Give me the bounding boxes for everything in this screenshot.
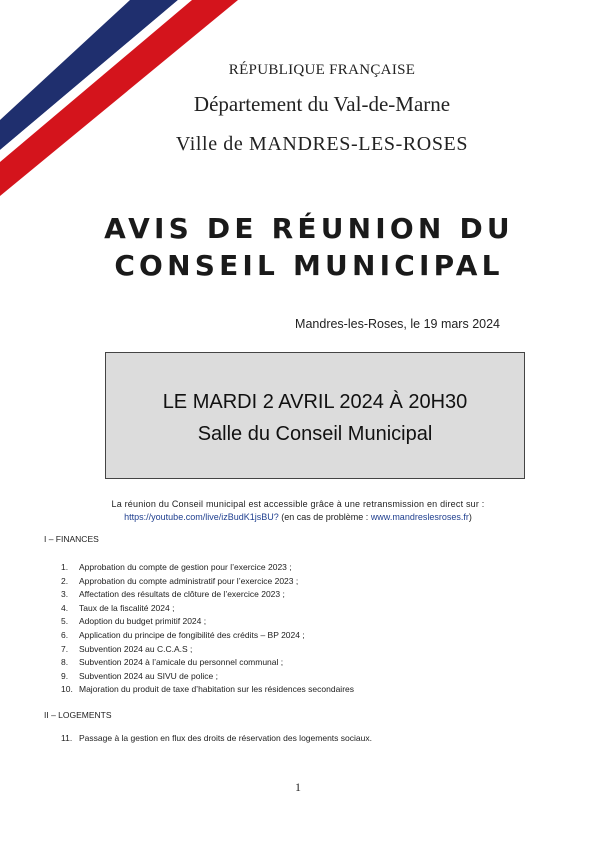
list-item	[61, 575, 354, 589]
list-item	[61, 656, 354, 670]
item-text: Application du principe de fongibilité des crédits – BP 2024 ;	[79, 629, 305, 640]
item-number: 4.	[61, 602, 69, 613]
broadcast-notice: La réunion du Conseil municipal est accessible grâce à une retransmission en direct sur :	[111, 499, 485, 509]
departement-heading: Département du Val-de-Marne	[193, 92, 451, 116]
fallback-suffix: )	[468, 512, 472, 522]
section-finances-title: I – FINANCES	[44, 534, 99, 544]
meeting-info-box	[105, 352, 525, 479]
republique-heading: RÉPUBLIQUE FRANÇAISE	[228, 62, 416, 78]
item-text: Approbation du compte de gestion pour l’exercice 2023 ;	[79, 562, 292, 572]
list-item	[61, 670, 354, 684]
list-item	[61, 561, 354, 575]
fallback-prefix: (en cas de problème :	[281, 512, 371, 522]
list-item	[61, 732, 372, 746]
item-text: Majoration du produit de taxe d’habitation sur les résidences secondaires	[79, 684, 354, 695]
broadcast-links	[0, 512, 596, 522]
ville-heading: Ville de MANDRES-LES-ROSES	[175, 133, 469, 155]
list-item	[61, 629, 354, 643]
list-item	[61, 683, 354, 697]
youtube-link[interactable]: https://youtube.com/live/izBudK1jsBU?	[124, 512, 279, 522]
item-number: 8.	[61, 657, 69, 668]
item-text: Affectation des résultats de clôture de l’exercice 2023 ;	[79, 589, 285, 600]
item-text: Subvention 2024 à l’amicale du personnel communal ;	[79, 657, 284, 668]
finances-agenda-list	[61, 561, 354, 697]
list-item	[61, 588, 354, 602]
item-number: 11.	[61, 733, 73, 743]
item-number: 2.	[61, 575, 69, 586]
page-number: 1	[295, 780, 301, 794]
list-item	[61, 615, 354, 629]
document-date: Mandres-les-Roses, le 19 mars 2024	[295, 317, 500, 331]
item-number: 3.	[61, 589, 69, 600]
logements-agenda-list	[61, 732, 372, 746]
item-number: 5.	[61, 616, 69, 627]
meeting-date: LE MARDI 2 AVRIL 2024 À 20H30	[162, 391, 468, 413]
item-text: Subvention 2024 au SIVU de police ;	[79, 670, 218, 681]
notice-title-line-2: CONSEIL MUNICIPAL	[114, 249, 504, 282]
meeting-place: Salle du Conseil Municipal	[197, 423, 433, 445]
item-text: Adoption du budget primitif 2024 ;	[79, 616, 207, 627]
section-logements-title: II – LOGEMENTS	[44, 710, 112, 720]
list-item	[61, 643, 354, 657]
website-link[interactable]: www.mandreslesroses.fr	[370, 512, 469, 522]
item-text: Subvention 2024 au C.C.A.S ;	[79, 643, 193, 654]
notice-title-line-1: AVIS DE RÉUNION DU	[104, 212, 514, 245]
item-number: 9.	[61, 670, 69, 681]
item-number: 7.	[61, 643, 69, 654]
item-number: 1.	[61, 562, 69, 572]
item-number: 10.	[61, 684, 73, 695]
item-text: Passage à la gestion en flux des droits de réservation des logements sociaux.	[79, 733, 372, 743]
item-text: Taux de la fiscalité 2024 ;	[79, 602, 175, 613]
item-text: Approbation du compte administratif pour l’exercice 2023 ;	[79, 575, 299, 586]
list-item	[61, 602, 354, 616]
item-number: 6.	[61, 629, 69, 640]
